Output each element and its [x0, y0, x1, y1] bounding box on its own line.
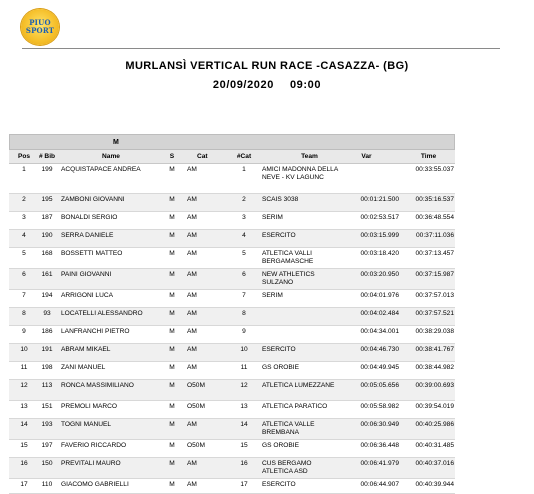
table-row	[9, 164, 455, 194]
row-sex: M	[169, 460, 175, 467]
row-category-rank: 16	[240, 460, 248, 467]
row-team: ATLETICA PARATICO	[262, 403, 328, 410]
row-time: 00:37:11.036	[415, 232, 454, 239]
row-sex: M	[169, 310, 175, 317]
row-time: 00:37:57.521	[415, 310, 454, 317]
row-time: 00:40:25.986	[415, 421, 454, 428]
row-category-rank: 1	[242, 166, 246, 173]
row-position: 3	[22, 214, 26, 221]
row-category-rank: 7	[242, 292, 246, 299]
row-sex: M	[169, 382, 175, 389]
row-bib: 151	[41, 403, 53, 410]
table-row	[9, 230, 455, 248]
row-position: 6	[22, 271, 26, 278]
race-datetime	[0, 79, 534, 91]
row-sex: M	[169, 250, 175, 257]
row-team: ATLETICA VALLE BREMBANA	[262, 421, 315, 436]
row-position: 8	[22, 310, 26, 317]
row-category-rank: 14	[240, 421, 248, 428]
row-gap: 00:03:20.950	[360, 271, 399, 278]
row-sex: M	[169, 421, 175, 428]
race-time: 09:00	[289, 79, 322, 91]
row-team: GS OROBIE	[262, 442, 300, 449]
header-team: Team	[301, 153, 318, 160]
row-position: 5	[22, 250, 26, 257]
table-row	[9, 458, 455, 479]
row-gap: 00:04:01.976	[360, 292, 399, 299]
page-title: MURLANSÌ VERTICAL RUN RACE -CASAZZA- (BG)	[125, 60, 409, 72]
group-label: M	[113, 138, 119, 146]
row-bib: 187	[41, 214, 53, 221]
row-category-rank: 2	[242, 196, 246, 203]
row-bib: 191	[41, 346, 53, 353]
table-row	[9, 269, 455, 290]
row-category-rank: 9	[242, 328, 246, 335]
row-sex: M	[169, 166, 175, 173]
row-position: 14	[20, 421, 28, 428]
row-sex: M	[169, 364, 175, 371]
row-bib: 110	[41, 481, 53, 488]
row-time: 00:40:37.016	[415, 460, 454, 467]
table-row	[9, 380, 455, 401]
row-gap: 00:06:41.979	[360, 460, 399, 467]
header-divider	[22, 48, 500, 49]
group-header	[9, 134, 455, 150]
row-time: 00:36:48.554	[415, 214, 454, 221]
row-sex: M	[169, 292, 175, 299]
row-category-rank: 12	[240, 382, 248, 389]
row-name: ACQUISTAPACE ANDREA	[61, 166, 141, 173]
row-time: 00:37:15.987	[415, 271, 454, 278]
row-time: 00:40:31.485	[415, 442, 454, 449]
row-time: 00:35:16.537	[415, 196, 454, 203]
logo-text-line1: PIUO	[29, 18, 51, 27]
row-category: AM	[187, 421, 197, 428]
row-sex: M	[169, 196, 175, 203]
table-row	[9, 401, 455, 419]
row-gap: 00:06:44.907	[360, 481, 399, 488]
logo-text-line2: SPORT	[25, 26, 55, 35]
row-position: 2	[22, 196, 26, 203]
row-gap: 00:01:21.500	[360, 196, 399, 203]
row-gap: 00:06:30.949	[360, 421, 399, 428]
row-position: 15	[20, 442, 28, 449]
results-table	[9, 134, 455, 494]
row-team: NEW ATHLETICS SULZANO	[262, 271, 315, 286]
row-time: 00:40:39.944	[415, 481, 454, 488]
row-category-rank: 8	[242, 310, 246, 317]
row-name: BONALDI SERGIO	[61, 214, 118, 221]
row-sex: M	[169, 328, 175, 335]
row-bib: 193	[41, 421, 53, 428]
header-bib: # Bib	[38, 153, 56, 160]
row-sex: M	[169, 346, 175, 353]
row-gap: 00:02:53.517	[360, 214, 399, 221]
row-category-rank: 3	[242, 214, 246, 221]
row-bib: 93	[43, 310, 51, 317]
row-team: ESERCITO	[262, 481, 296, 488]
row-category: AM	[187, 196, 197, 203]
row-category: AM	[187, 232, 197, 239]
row-time: 00:33:55.037	[415, 166, 454, 173]
row-gap: 00:06:36.448	[360, 442, 399, 449]
row-time: 00:39:00.693	[415, 382, 454, 389]
row-team: SERIM	[262, 292, 283, 299]
row-name: PREVITALI MAURO	[61, 460, 121, 467]
row-category-rank: 4	[242, 232, 246, 239]
row-category: AM	[187, 166, 197, 173]
row-category: AM	[187, 250, 197, 257]
row-team: GS OROBIE	[262, 364, 300, 371]
row-bib: 150	[41, 460, 53, 467]
row-bib: 197	[41, 442, 53, 449]
row-name: TOGNI MANUEL	[61, 421, 112, 428]
row-name: ZANI MANUEL	[61, 364, 106, 371]
row-name: RONCA MASSIMILIANO	[61, 382, 134, 389]
row-gap: 00:05:05.656	[360, 382, 399, 389]
row-sex: M	[169, 442, 175, 449]
row-team: AMICI MADONNA DELLA NEVE - KV LAGUNC	[262, 166, 338, 181]
row-category: O50M	[187, 442, 205, 449]
row-gap: 00:03:15.999	[360, 232, 399, 239]
row-bib: 198	[41, 364, 53, 371]
row-category: AM	[187, 364, 197, 371]
row-category: AM	[187, 271, 197, 278]
row-gap: 00:03:18.420	[360, 250, 399, 257]
row-category-rank: 13	[240, 403, 248, 410]
row-name: BOSSETTI MATTEO	[61, 250, 123, 257]
row-time: 00:37:13.457	[415, 250, 454, 257]
header-category: Cat	[197, 153, 208, 160]
row-team: SCAIS 3038	[262, 196, 299, 203]
header-sex: S	[169, 153, 175, 160]
row-time: 00:39:54.019	[415, 403, 454, 410]
row-bib: 168	[41, 250, 53, 257]
row-sex: M	[169, 403, 175, 410]
row-position: 7	[22, 292, 26, 299]
row-sex: M	[169, 481, 175, 488]
row-time: 00:38:44.982	[415, 364, 454, 371]
row-category: AM	[187, 310, 197, 317]
table-row	[9, 344, 455, 362]
row-category: AM	[187, 292, 197, 299]
table-row	[9, 419, 455, 440]
row-category-rank: 6	[242, 271, 246, 278]
row-bib: 194	[41, 292, 53, 299]
row-category: AM	[187, 328, 197, 335]
table-row	[9, 479, 455, 494]
row-position: 10	[20, 346, 28, 353]
header-category-rank: #Cat	[236, 153, 252, 160]
header-gap: Var	[361, 153, 372, 160]
row-position: 17	[20, 481, 28, 488]
table-row	[9, 308, 455, 326]
row-time: 00:38:29.038	[415, 328, 454, 335]
row-category-rank: 10	[240, 346, 248, 353]
row-gap: 00:04:34.001	[360, 328, 399, 335]
row-name: GIACOMO GABRIELLI	[61, 481, 129, 488]
row-name: ABRAM MIKAEL	[61, 346, 111, 353]
row-category: AM	[187, 481, 197, 488]
row-position: 4	[22, 232, 26, 239]
row-bib: 199	[41, 166, 53, 173]
row-gap: 00:04:02.484	[360, 310, 399, 317]
row-team: CUS BERGAMO ATLETICA ASD	[262, 460, 312, 475]
row-gap: 00:04:46.730	[360, 346, 399, 353]
row-name: FAVERIO RICCARDO	[61, 442, 127, 449]
row-category-rank: 11	[240, 364, 248, 371]
row-bib: 195	[41, 196, 53, 203]
row-name: SERRA DANIELE	[61, 232, 114, 239]
row-category: O50M	[187, 382, 205, 389]
row-time: 00:37:57.013	[415, 292, 454, 299]
row-category-rank: 17	[240, 481, 248, 488]
row-position: 1	[22, 166, 26, 173]
row-time: 00:38:41.767	[415, 346, 454, 353]
results-rows	[9, 164, 455, 494]
row-bib: 161	[41, 271, 53, 278]
table-row	[9, 194, 455, 212]
row-position: 12	[20, 382, 28, 389]
row-category-rank: 5	[242, 250, 246, 257]
table-row	[9, 290, 455, 308]
row-category: AM	[187, 214, 197, 221]
row-category: AM	[187, 460, 197, 467]
row-team: SERIM	[262, 214, 283, 221]
row-name: LOCATELLI ALESSANDRO	[61, 310, 143, 317]
row-team: ESERCITO	[262, 346, 296, 353]
row-name: ARRIGONI LUCA	[61, 292, 114, 299]
row-bib: 186	[41, 328, 53, 335]
row-sex: M	[169, 232, 175, 239]
row-position: 9	[22, 328, 26, 335]
race-date: 20/09/2020	[212, 79, 274, 91]
row-category-rank: 15	[240, 442, 248, 449]
header-pos: Pos	[17, 153, 31, 160]
table-row	[9, 362, 455, 380]
row-bib: 113	[41, 382, 53, 389]
row-team: ATLETICA LUMEZZANE	[262, 382, 335, 389]
row-position: 16	[20, 460, 28, 467]
table-row	[9, 212, 455, 230]
row-gap: 00:05:58.982	[360, 403, 399, 410]
row-bib: 190	[41, 232, 53, 239]
header-time: Time	[420, 153, 437, 160]
header-name: Name	[102, 153, 120, 160]
row-team: ESERCITO	[262, 232, 296, 239]
row-sex: M	[169, 214, 175, 221]
row-gap: 00:04:49.945	[360, 364, 399, 371]
club-logo	[21, 9, 59, 45]
row-category: AM	[187, 346, 197, 353]
row-category: O50M	[187, 403, 205, 410]
row-name: LANFRANCHI PIETRO	[61, 328, 130, 335]
row-sex: M	[169, 271, 175, 278]
row-team: ATLETICA VALLI BERGAMASCHE	[262, 250, 314, 265]
column-headers	[9, 150, 455, 164]
row-name: PREMOLI MARCO	[61, 403, 118, 410]
table-row	[9, 440, 455, 458]
table-row	[9, 326, 455, 344]
table-row	[9, 248, 455, 269]
row-position: 11	[20, 364, 28, 371]
row-position: 13	[20, 403, 28, 410]
row-name: PAINI GIOVANNI	[61, 271, 112, 278]
row-name: ZAMBONI GIOVANNI	[61, 196, 125, 203]
